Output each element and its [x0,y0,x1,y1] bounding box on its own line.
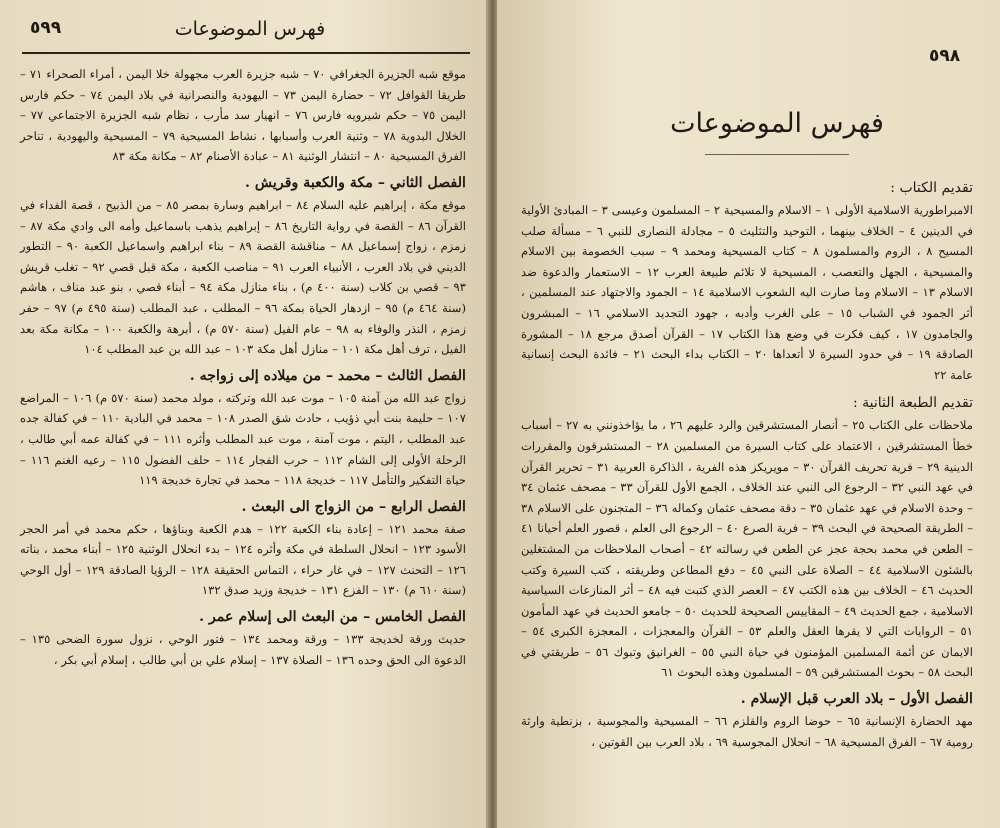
section-heading: تقديم الطبعة الثانية : [852,395,973,412]
header-rule [22,52,470,54]
index-body [521,112,973,752]
chapter-heading: الفصل الثاني – مكة والكعبة وقريش . [244,174,466,191]
left-page [0,0,488,828]
page-number: ٥٩٩ [30,18,62,38]
index-entry: موقع مكة ، إبراهيم عليه السلام ٨٤ – ابراهيم وسارة بمصر ٨٥ – من الذبيح ، قصة الفداء في القرآن ٨٦ – القصة في رواية التاريخ ٨٦ – إبراهيم يذهب باسماعيل وأمه الى وادي مكة ٨٧ – زمزم ، زواج إسماعيل ٨٨ – مناقشة القصة ٨٩ – بناء ابراهيم واسماعيل الكعبة ٩٠ – التطور الديني في بلاد العرب ، الأنبياء العرب ٩١ – مناصب الكعبة ، مكة قبل قصي ٩٢ – تغلب قريش ٩٣ – قصي بن كلاب (سنة ٤٠٠ م) ، بناء منازل مكة ٩٤ – أبناء قصي ، بنو عبد مناف ، هاشم (سنة ٤٦٤ م) ٩٥ – ازدهار الحياة بمكة ٩٦ – المطلب ، عبد المطلب (سنة ٤٩٥ م) ٩٧ – حفر زمزم ، النذر والوفاء به ٩٨ – عام الفيل (سنة ٥٧٠ م) ، أبرهة والكعبة ١٠٠ – مكانة مكة بعد الفيل ، ترف أهل مكة ١٠١ – منازل أهل مكة ١٠٣ – عبد الله بن عبد المطلب ١٠٤ [20,197,467,357]
index-entry: زواج عبد الله من آمنة ١٠٥ – موت عبد الله وتركته ، مولد محمد (سنة ٥٧٠ م) ١٠٦ – المراضع ١٠٧ – حليمة بنت أبي ذؤيب ، حادث شق الصدر ١٠٨ – محمد في البادية ١١٠ – في كفالة جده عبد المطلب ، اليتم ، موت آمنة ، موت عبد المطلب وأثره ١١١ – في كفالة عمه أبي طالب ، الرحلة الأولى إلى الشام ١١٢ – حرب الفجار ١١٤ – حلف الفضول ١١٥ – رعيه الغنم ١١٦ – حياة التفكير والتأمل ١١٧ – خديجة ١١٨ – محمد في تجارة خديجة ١١٩ [20,390,466,488]
page-title: فهرس الموضوعات [670,108,884,139]
index-entry: صفة محمد ١٢١ – إعادة بناء الكعبة ١٢٢ – هدم الكعبة وبناؤها ، حكم محمد في أمر الحجر الأسود ١٢٣ – انحلال السلطة في مكة وأثره ١٢٤ – بدء انحلال الوثنية ١٢٥ – أبناء محمد ، بناته ١٢٦ – التحنث ١٢٧ – في غار حراء ، التماس الحقيقة ١٢٨ – الرؤيا الصادقة ١٢٩ – أول الوحي (سنة ٦١٠ م) ١٣٠ – الفزع ١٣١ – خديجة وزيد صدق ١٣٢ [20,521,466,598]
index-entry: مهد الحضارة الإنسانية ٦٥ – حوضا الروم والقلزم ٦٦ – المسيحية والمجوسية ، بزنطية وارثة رومية ٦٧ – الفرق المسيحية ٦٨ – انحلال المجوسية ٦٩ ، بلاد العرب بين القوتين ، [521,714,973,749]
running-head: فهرس الموضوعات [174,18,326,40]
chapter-heading: الفصل الأول – بلاد العرب قبل الإسلام . [740,691,973,708]
index-entry: الامبراطورية الاسلامية الأولى ١ – الاسلام والمسيحية ٢ – المسلمون وعيسى ٣ – المبادئ الأولية في الدينين ٤ – الخلاف بينهما ، التوحيد والتثليث ٥ – مجادلة النصارى للنبي ٦ – مسألة صلب المسيح ٨ ، الروم والمسلمون ٨ – كتاب المسيحية ومحمد ٩ – سبب الخصومة بين الاسلام والمسيحية ، الجهل والتعصب ، المسيحية لا تلائم طبيعة العرب ١٢ – الاستعمار والدعوة ضد الاسلام ١٣ – الاسلام وما صارت اليه الشعوب الاسلامية ١٤ – الجمود والاجتهاد عند المسلمين ، أثر الجمود في الشباب ١٥ – على الغرب وأدبه ، جهود التجديد الاسلامي ١٦ – المبشرون والجامدون ١٧ ، كيف فكرت في وضع هذا الكتاب ١٧ – القرآن أصدق مرجع ١٨ – المشورة الصادقة ١٩ – في حدود السيرة لا أتعداها ٢٠ – الكتاب بداء البحث ٢١ – فائدة البحث إنسانية عامة ٢٢ [521,203,973,382]
index-entry: موقع شبه الجزيرة الجغرافي ٧٠ – شبه جزيرة العرب مجهولة خلا اليمن ، أمراء الصحراء ٧١ – طريقا القوافل ٧٢ – حضارة اليمن ٧٣ – اليهودية والنصرانية في بلاد اليمن ٧٤ – حكم فارس اليمن ٧٥ – حكم شيرويه فارس ٧٦ – انهيار سد مأرب ، نظام شبه الجزيرة الاجتماعي ٧٧ – الخلال البدوية ٧٨ – وثنية العرب وأسبابها ، نشاط المسيحية ٧٩ – المسيحية واليهودية ، تناحر الفرق المسيحية ٨٠ – انتشار الوثنية ٨١ – عبادة الأصنام ٨٢ – مكانة مكة ٨٣ [20,67,467,164]
chapter-heading: الفصل الرابع – من الزواج الى البعث . [241,498,466,515]
chapter-heading: الفصل الخامس – من البعث الى إسلام عمر . [199,609,466,626]
right-page [497,0,1000,828]
section-heading: تقديم الكتاب : [890,180,973,196]
index-entry: حديث ورقة لخديجة ١٣٣ – ورقة ومحمد ١٣٤ – فتور الوحي ، نزول سورة الضحى ١٣٥ – الدعوة الى الحق وحده ١٣٦ – الصلاة ١٣٧ – إسلام علي بن أبي طالب ، إسلام أبي بكر ، [20,632,467,667]
page-number: ٥٩٨ [929,46,961,66]
chapter-heading: الفصل الثالث – محمد – من ميلاده إلى زواجه . [189,367,466,384]
index-entry: ملاحظات على الكتاب ٢٥ – أنصار المستشرقين والرد عليهم ٢٦ ، ما يؤاخذونني به ٢٧ – أسباب خطأ المستشرقين ، الاعتماد على كتاب السيرة من المسلمين ٢٨ – المستشرقون والمقررات الدينية ٢٩ – فرية تحريف القرآن ٣٠ – مويريكز هذه الفرية ، الذاكرة العربية ٣١ – تحرير القرآن في عهد النبي ٣٢ – الرجوع الى النبي عند الخلاف ، الجمع الأول للقرآن ٣٣ – مصحف عثمان ٣٤ – وحدة الاسلام في عهد عثمان ٣٥ – دقة مصحف عثمان وكماله ٣٦ – المتجنون على الاسلام ٣٨ – الطريقة الصحيحة في البحث ٣٩ – فرية الصرع ٤٠ – الرجوع الى العلم ، قصور العلم أحيانا ٤١ – الطعن في محمد بحجة عجز عن الطعن في رسالته ٤٢ – أصحاب الملاحظات من المشتغلين بالشئون الاسلامية ٤٤ – الصلاة على النبي ٤٥ – دفع المطاعن وطريقته ، كتب السيرة وكتب الحديث ٤٦ – الخلاف بين هذه الكتب ٤٧ – العصر الذي كتبت فيه ٤٨ – أثر المنازعات السياسية الاسلامية ، جمع الحديث ٤٩ – المقاييس الصحيحة للحديث ٥٠ – جامعو الحديث في عهد المأمون ٥١ – الروايات التي لا يقرها العقل والعلم ٥٣ – القرآن والمعجزات ، المعجزة الكبرى ٥٤ – الايمان عن أئمة المسلمين المؤمنون في حياة النبي ٥٥ – الغرانيق وتبوك ٥٦ – طريقتي في البحث ٥٨ – بحوث المستشرقين ٥٩ – المسلمون وهذه البحوث ٦١ [521,418,974,680]
index-body [20,64,466,670]
